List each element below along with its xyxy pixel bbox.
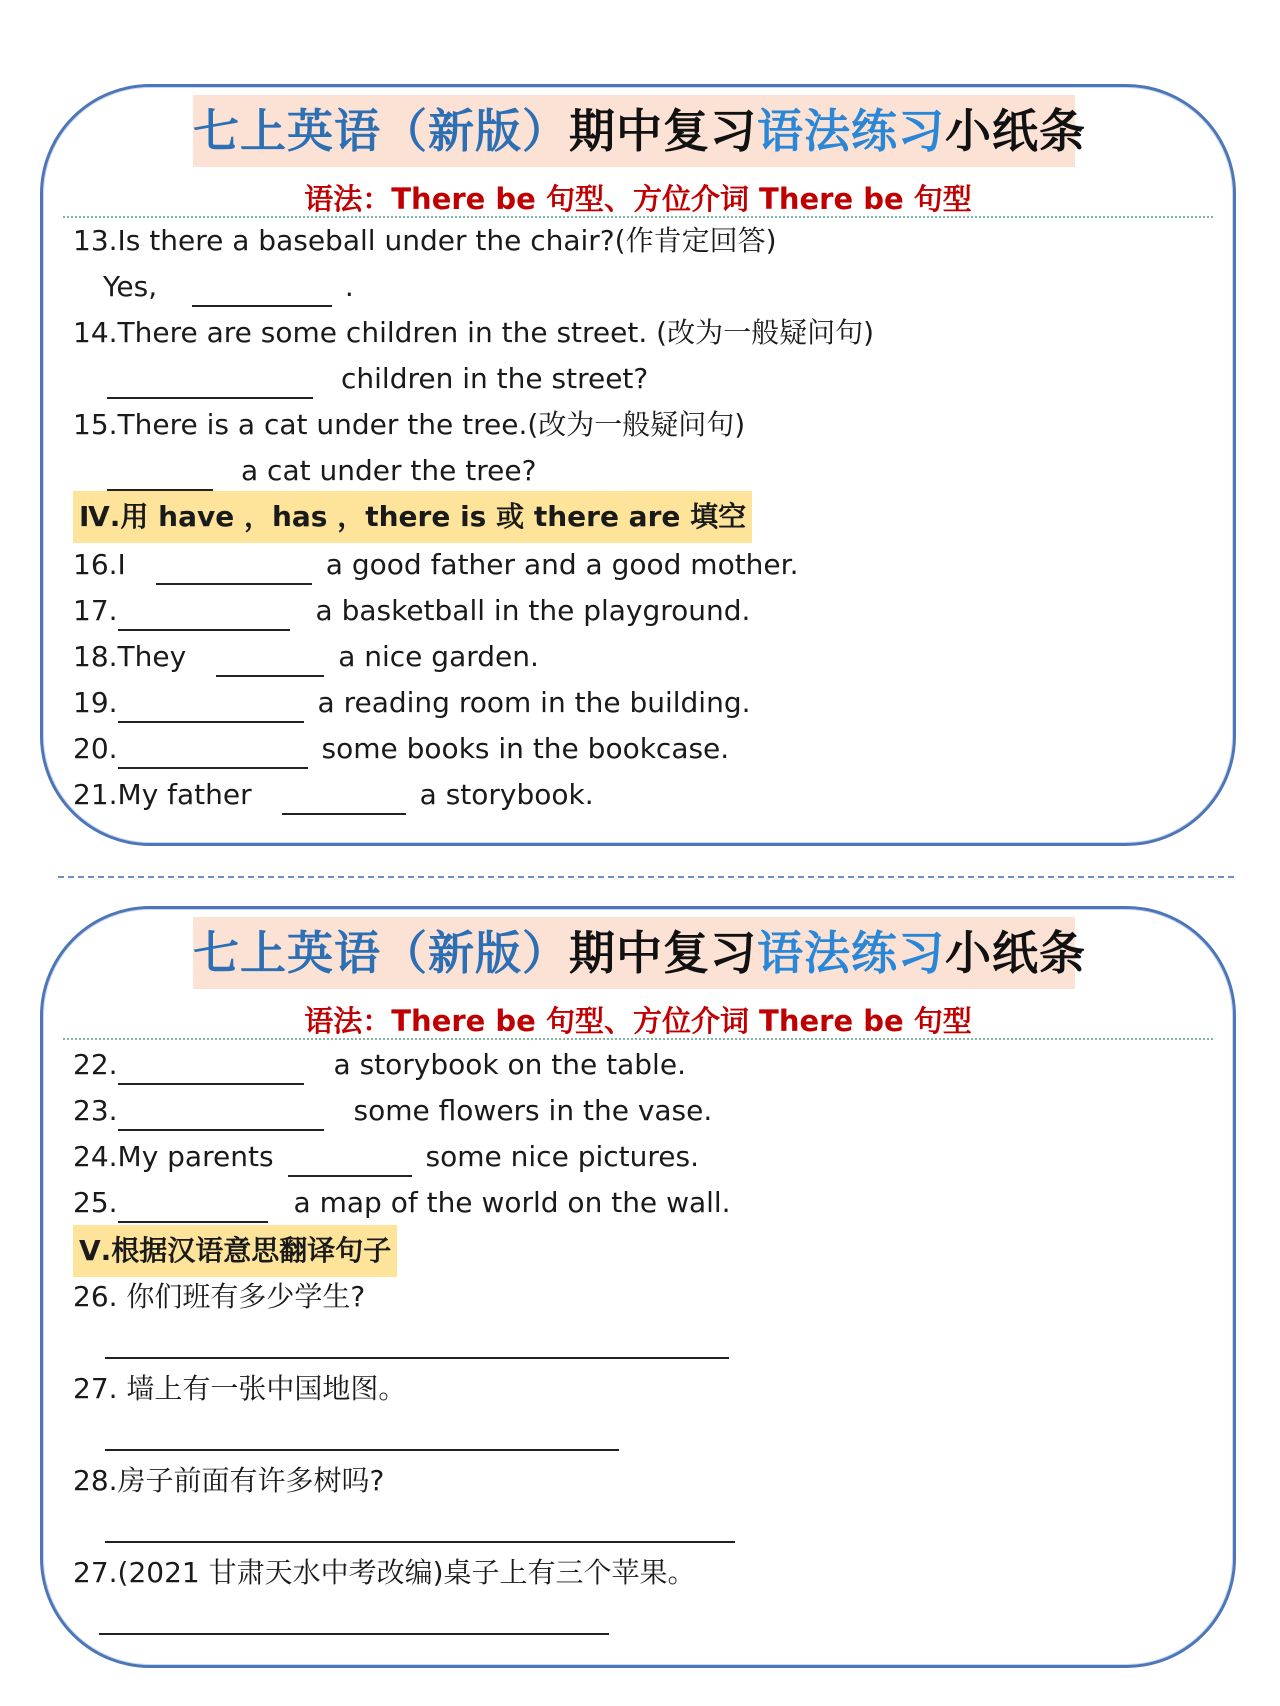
question-17 (73, 591, 750, 631)
worksheet-card-2 (40, 906, 1236, 1668)
q18-post: a nice garden. (338, 640, 539, 673)
blank-25[interactable] (118, 1191, 268, 1223)
q17-post: a basketball in the playground. (315, 594, 751, 627)
blank-23[interactable] (118, 1099, 324, 1131)
cut-line-separator (58, 876, 1234, 878)
title-part3: 语法练习 (757, 104, 945, 158)
q18-pre: 18.They (73, 640, 187, 673)
q16-post: a good father and a good mother. (325, 548, 799, 581)
title-part2: 期中复习 (569, 104, 757, 158)
section-5-heading: Ⅴ.根据汉语意思翻译句子 (73, 1225, 397, 1277)
q25-post: a map of the world on the wall. (293, 1186, 731, 1219)
q25-pre: 25. (73, 1186, 118, 1219)
blank-24[interactable] (288, 1145, 412, 1177)
question-22 (73, 1045, 686, 1085)
q23-pre: 23. (73, 1094, 118, 1127)
q22-pre: 22. (73, 1048, 118, 1081)
q24-pre: 24.My parents (73, 1140, 274, 1173)
worksheet-card-1 (40, 84, 1236, 846)
question-18 (73, 637, 539, 677)
question-14: 14.There are some children in the street. (改为一般疑问句) (73, 316, 874, 349)
q20-post: some books in the bookcase. (321, 732, 730, 765)
answer-14-text: children in the street? (341, 362, 649, 395)
q24-post: some nice pictures. (425, 1140, 699, 1173)
q19-post: a reading room in the building. (317, 686, 751, 719)
blank-13[interactable] (192, 275, 332, 307)
answer-15 (103, 451, 536, 491)
divider (63, 1038, 1213, 1040)
question-19 (73, 683, 751, 723)
card-title (193, 917, 1086, 989)
title-part4: 小纸条 (945, 926, 1086, 980)
answer-13-prefix: Yes, (103, 270, 158, 303)
answer-13-suffix: . (344, 270, 354, 303)
blank-14[interactable] (107, 367, 313, 399)
answer-line-26[interactable] (105, 1357, 729, 1359)
title-part4: 小纸条 (945, 104, 1086, 158)
question-24 (73, 1137, 699, 1177)
blank-20[interactable] (118, 737, 308, 769)
q21-pre: 21.My father (73, 778, 252, 811)
q16-pre: 16.I (73, 548, 126, 581)
title-part1: 七上英语（新版） (193, 926, 569, 980)
divider (63, 216, 1213, 218)
q20-pre: 20. (73, 732, 118, 765)
answer-14 (103, 359, 648, 399)
blank-15[interactable] (107, 459, 213, 491)
blank-18[interactable] (216, 645, 324, 677)
blank-22[interactable] (118, 1053, 304, 1085)
blank-16[interactable] (156, 553, 312, 585)
question-13: 13.Is there a baseball under the chair?(作肯定回答) (73, 224, 777, 257)
q23-post: some flowers in the vase. (353, 1094, 713, 1127)
question-21 (73, 775, 594, 815)
blank-17[interactable] (118, 599, 290, 631)
title-part1: 七上英语（新版） (193, 104, 569, 158)
grammar-subtitle: 语法：There be 句型、方位介词 There be 句型 (304, 1004, 972, 1038)
question-20 (73, 729, 729, 769)
question-23 (73, 1091, 712, 1131)
q17-pre: 17. (73, 594, 118, 627)
q19-pre: 19. (73, 686, 118, 719)
question-26: 26. 你们班有多少学生? (73, 1280, 366, 1313)
answer-line-29[interactable] (99, 1633, 609, 1635)
card-title (193, 95, 1086, 167)
blank-19[interactable] (118, 691, 304, 723)
question-25 (73, 1183, 731, 1223)
blank-21[interactable] (282, 783, 406, 815)
title-part3: 语法练习 (757, 926, 945, 980)
question-27: 27. 墙上有一张中国地图。 (73, 1372, 407, 1405)
answer-13 (103, 267, 354, 307)
section-4-heading: Ⅳ.用 have ，has ，there is 或 there are 填空 (73, 491, 752, 543)
question-29: 27.(2021 甘肃天水中考改编)桌子上有三个苹果。 (73, 1556, 696, 1589)
title-part2: 期中复习 (569, 926, 757, 980)
q21-post: a storybook. (419, 778, 594, 811)
answer-line-27[interactable] (105, 1449, 619, 1451)
answer-15-text: a cat under the tree? (241, 454, 537, 487)
question-28: 28.房子前面有许多树吗? (73, 1464, 385, 1497)
question-16 (73, 545, 799, 585)
q22-post: a storybook on the table. (333, 1048, 686, 1081)
question-15: 15.There is a cat under the tree.(改为一般疑问句) (73, 408, 746, 441)
grammar-subtitle: 语法：There be 句型、方位介词 There be 句型 (304, 182, 972, 216)
answer-line-28[interactable] (105, 1541, 735, 1543)
